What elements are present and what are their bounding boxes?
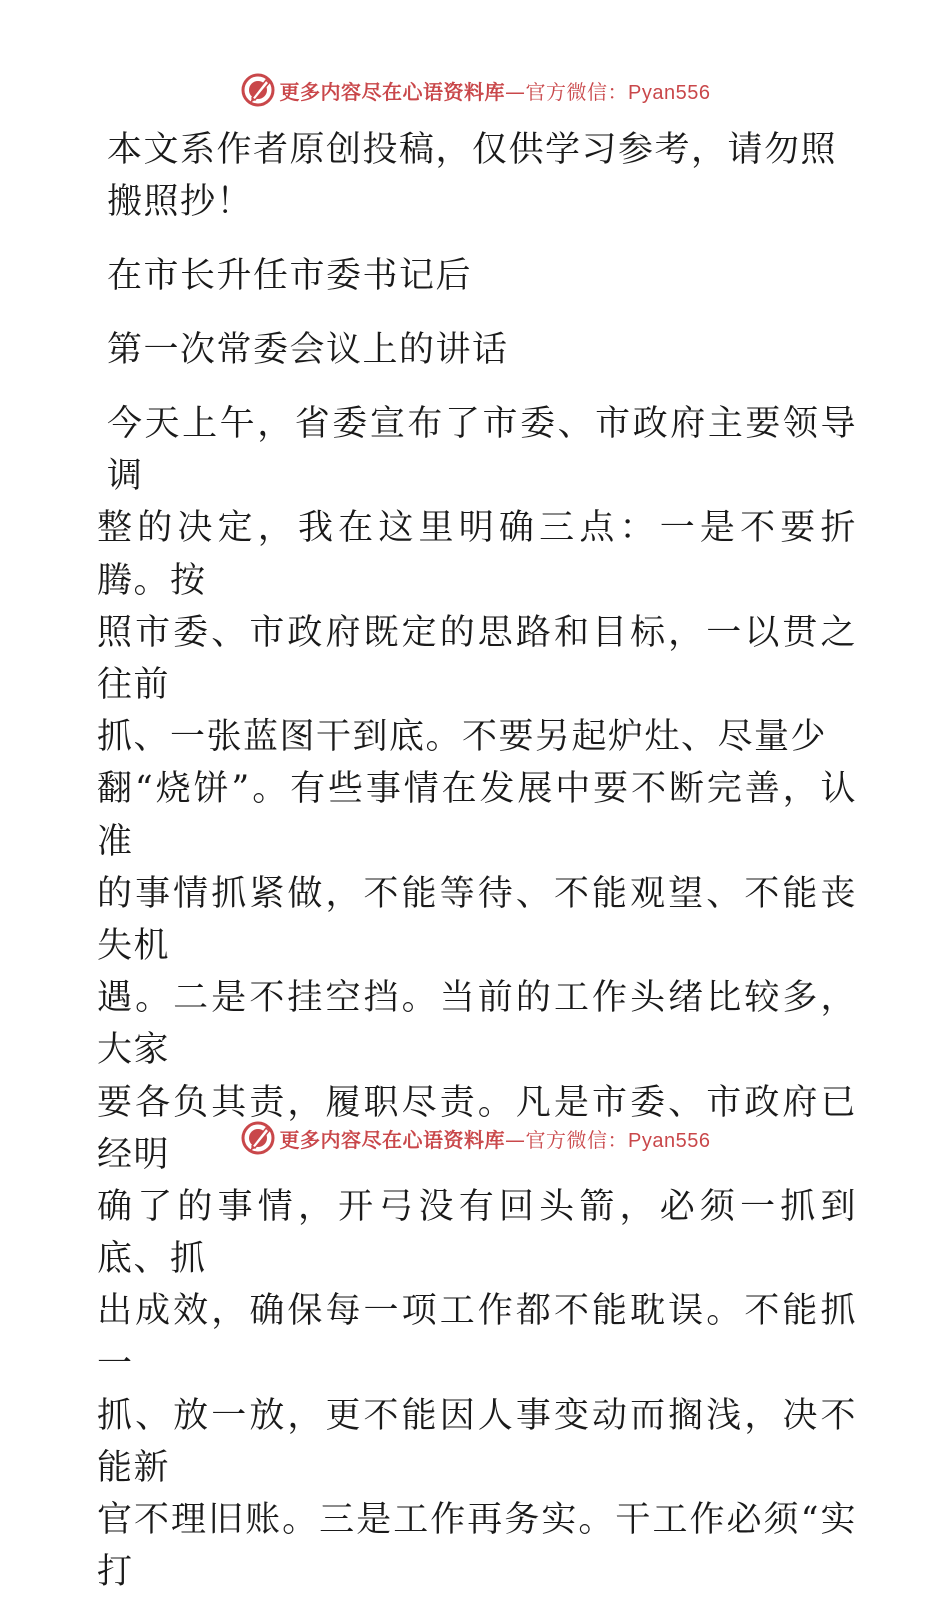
watermark-id: Pyan556 bbox=[628, 1129, 711, 1152]
brand-logo-icon bbox=[240, 1120, 276, 1156]
copyright-notice: 本文系作者原创投稿，仅供学习参考，请勿照搬照抄！ bbox=[107, 130, 838, 222]
body-line: 照市委、市政府既定的思路和目标，一以贯之往前 bbox=[97, 612, 857, 706]
body-line: 要各负其责，履职尽责。凡是市委、市政府已经明 bbox=[97, 1082, 857, 1175]
watermark-dash: — bbox=[505, 1127, 526, 1152]
body-line: 出成效，确保每一项工作都不能耽误。不能抓一 bbox=[97, 1291, 857, 1384]
watermark-text bbox=[280, 76, 711, 105]
footer-watermark bbox=[0, 1118, 950, 1158]
watermark-text bbox=[280, 1124, 711, 1153]
body-line: 官不理旧账。三是工作再务实。干工作必须“实打 bbox=[97, 1500, 857, 1593]
body-line: 抓、一张蓝图干到底。不要另起炉灶、尽量少 bbox=[97, 717, 828, 758]
body-line: 确了的事情，开弓没有回头箭，必须一抓到底、抓 bbox=[97, 1187, 857, 1280]
body-line: 遇。二是不挂空挡。当前的工作头绪比较多，大家 bbox=[97, 978, 857, 1071]
body-line: 今天上午，省委宣布了市委、市政府主要领导调 bbox=[107, 404, 857, 497]
body-line: 整的决定，我在这里明确三点：一是不要折腾。按 bbox=[97, 508, 857, 601]
watermark-dash: — bbox=[505, 79, 526, 104]
watermark-label: 官方微信： bbox=[525, 79, 629, 104]
body-line: 抓、放一放，更不能因人事变动而搁浅，决不能新 bbox=[97, 1395, 857, 1489]
watermark-label: 官方微信： bbox=[525, 1127, 629, 1152]
brand-logo-icon bbox=[240, 72, 276, 108]
watermark-id: Pyan556 bbox=[628, 81, 711, 104]
watermark-brand: 更多内容尽在心语资料库 bbox=[279, 79, 506, 104]
header-watermark bbox=[0, 70, 950, 110]
watermark-brand: 更多内容尽在心语资料库 bbox=[279, 1127, 506, 1152]
document-body bbox=[97, 120, 857, 1599]
document-title-line-2: 第一次常委会议上的讲话 bbox=[107, 330, 509, 370]
document-title-line-1: 在市长升任市委书记后 bbox=[107, 256, 473, 296]
body-paragraph bbox=[97, 398, 857, 1599]
body-line: 翻“烧饼”。有些事情在发展中要不断完善，认准 bbox=[97, 769, 857, 862]
body-line: 的事情抓紧做，不能等待、不能观望、不能丧失机 bbox=[97, 873, 857, 967]
